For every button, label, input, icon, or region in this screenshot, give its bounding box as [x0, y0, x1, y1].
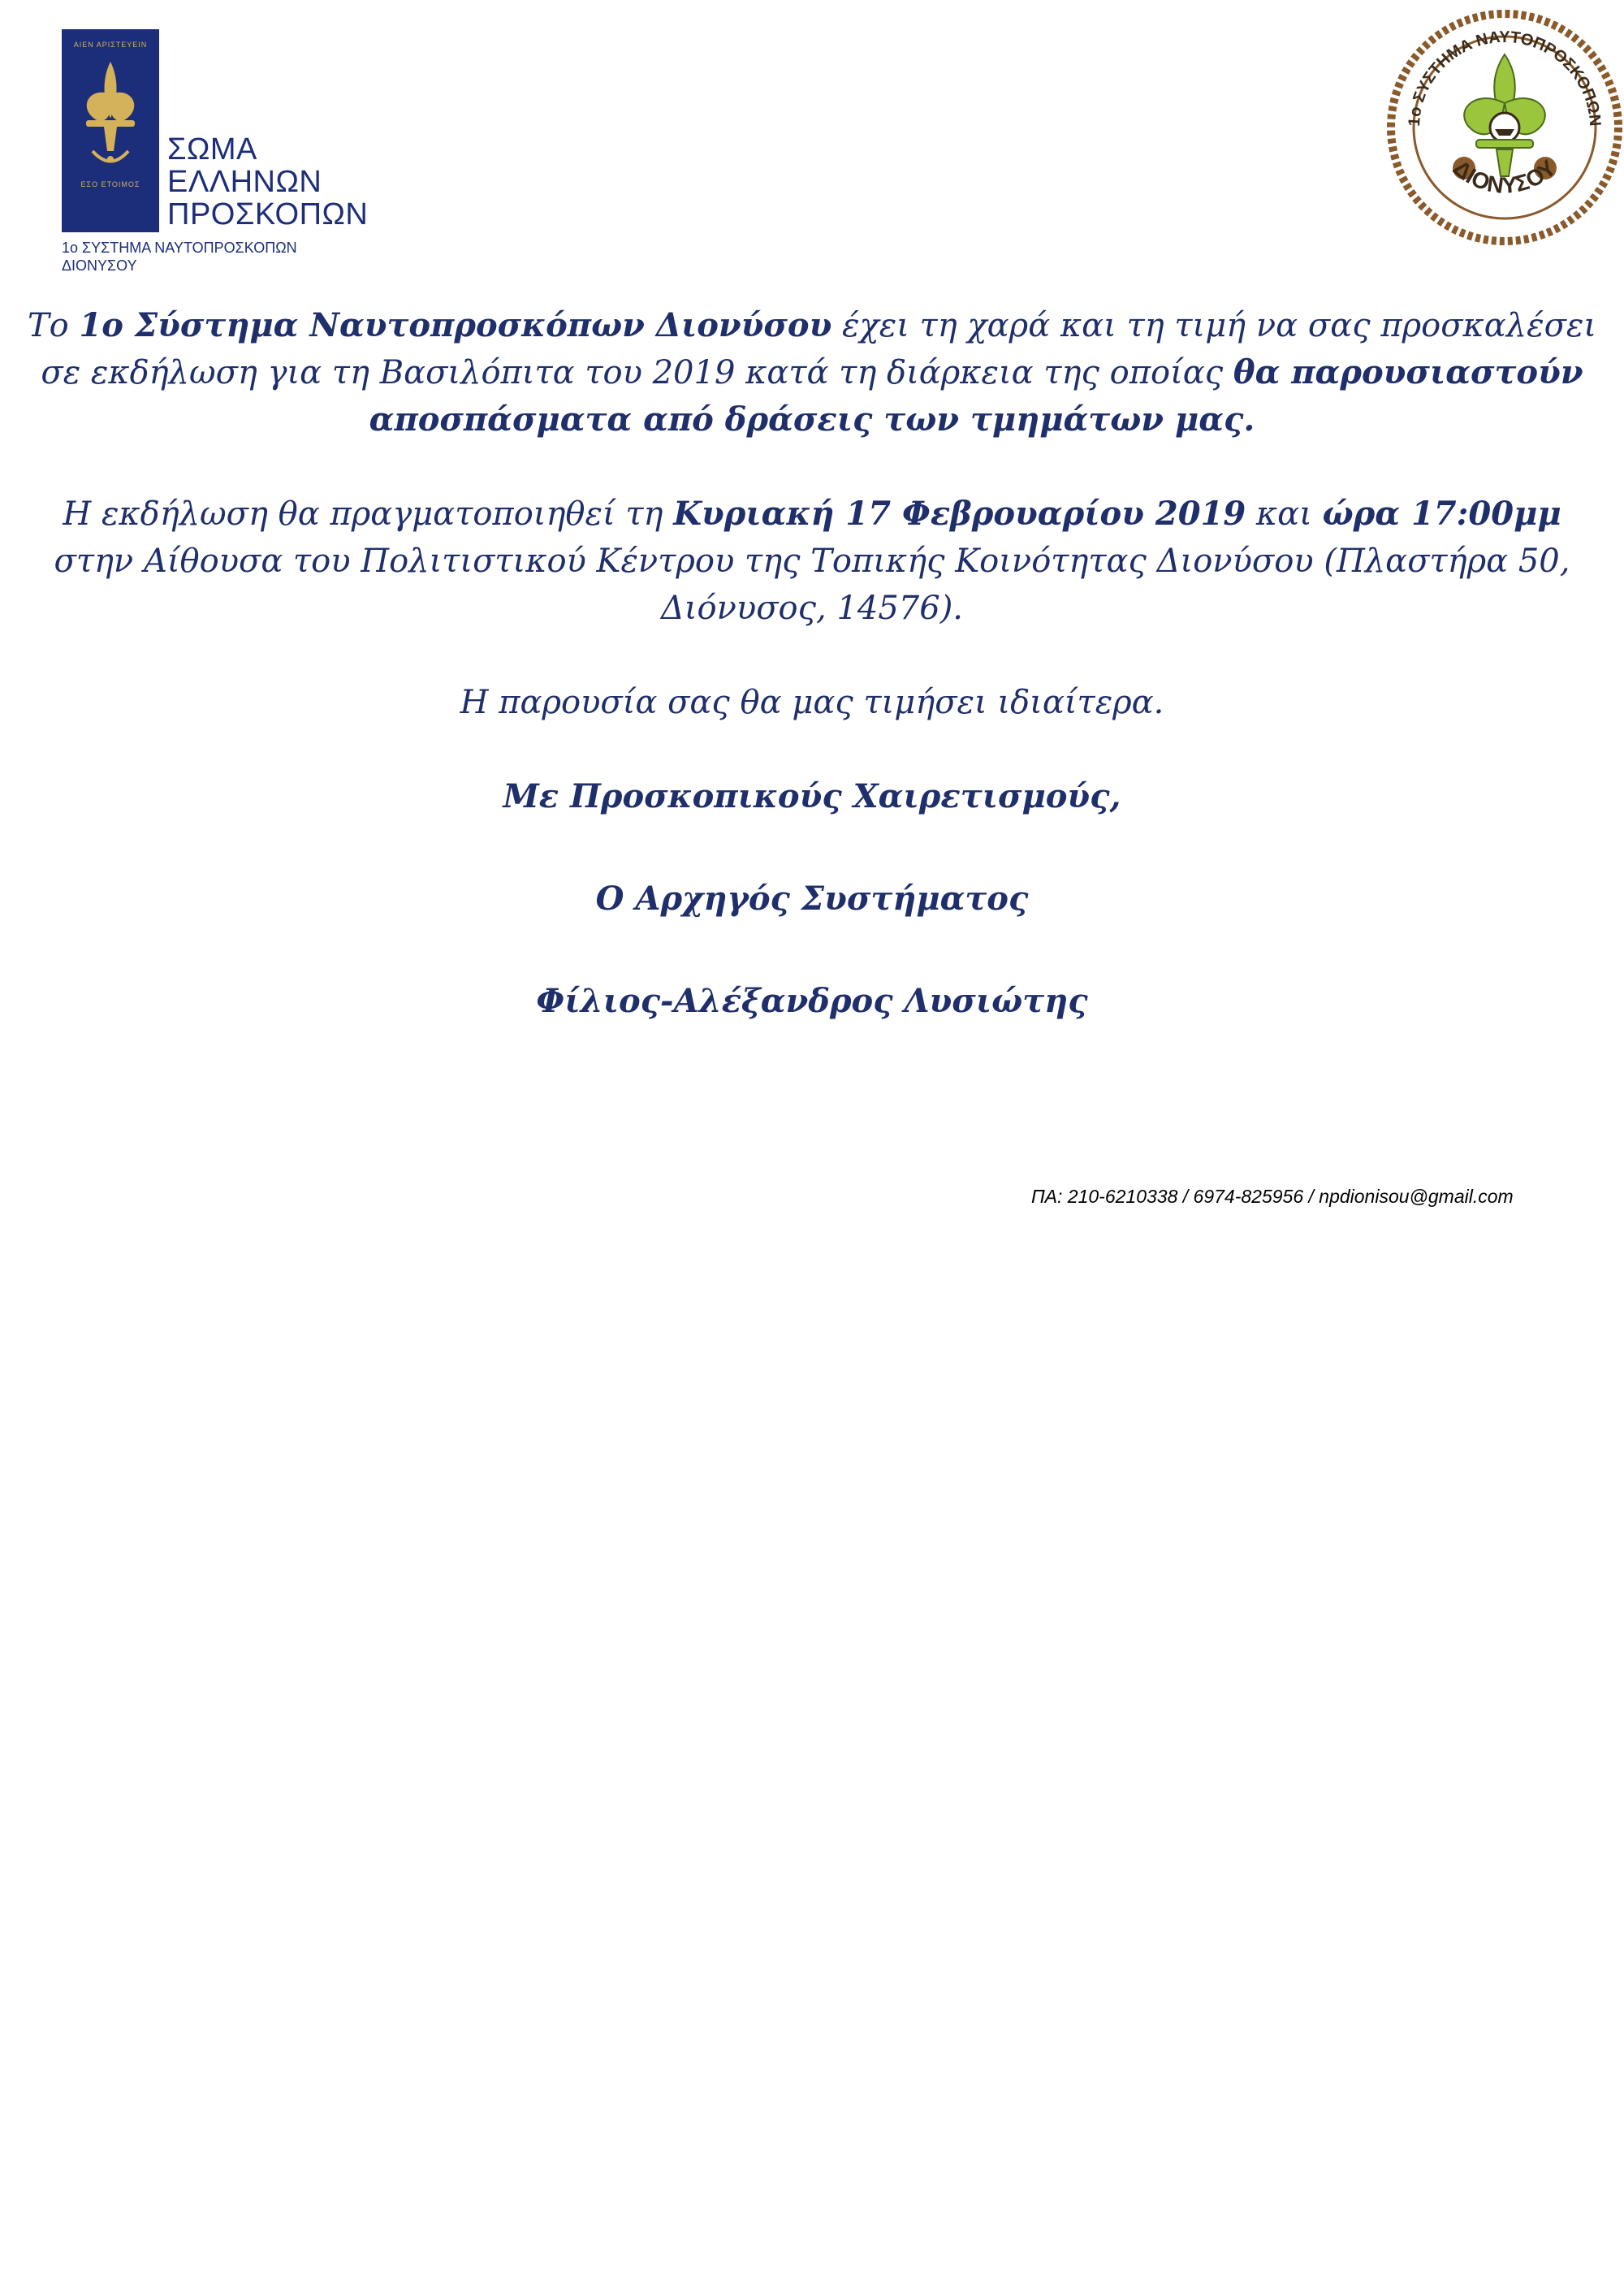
highlight-text: θα παρουσιαστούν αποσπάσματα από δράσεις των τμημάτων μας. — [369, 353, 1583, 439]
scouts-logo — [62, 29, 387, 275]
logo-caption — [62, 239, 387, 275]
system-name: 1ο Σύστημα Ναυτοπροσκόπων Διονύσου — [79, 306, 832, 344]
event-date: Κυριακή 17 Φεβρουαρίου 2019 — [673, 495, 1246, 533]
sea-scouts-badge — [1387, 10, 1622, 245]
contact-line: ΠΑ: 210-6210338 / 6974-825956 / npdionisou@gmail.com — [1031, 1186, 1514, 1207]
logo-motto-top: ΑΙΕΝ ΑΡΙΣΤΕΥΕΙΝ — [73, 41, 148, 49]
org-line: ΣΩΜΑ — [167, 132, 257, 166]
badge-emblem-icon — [1387, 10, 1622, 245]
caption-line: 1ο ΣΥΣΤΗΜΑ ΝΑΥΤΟΠΡΟΣΚΟΠΩΝ — [62, 240, 297, 256]
invitation-paragraph-2 — [24, 491, 1600, 632]
logo-blue-panel — [62, 29, 159, 232]
text-run: στην Αίθουσα του Πολιτιστικού Κέντρου της Τοπικής Κοινότητας Διονύσου (Πλαστήρα 50, Διόνυσος, 14576). — [54, 543, 1570, 627]
event-time: ώρα 17:00μμ — [1322, 495, 1561, 533]
org-line: ΕΛΛΗΝΩΝ — [167, 165, 322, 199]
badge-ring-top: 1ο ΣΥΣΤΗΜΑ ΝΑΥΤΟΠΡΟΣΚΟΠΩΝ — [1405, 28, 1605, 128]
org-line: ΠΡΟΣΚΟΠΩΝ — [167, 197, 369, 231]
text-run: έχει τη χαρά και τη τιμή να σας προσκαλέσει σε εκδήλωση για τη Βασιλόπιτα του 2019 κατά τη διάρκεια της οποίας — [41, 307, 1597, 391]
invitation-paragraph-1 — [24, 302, 1600, 443]
invitation-paragraph-3: Η παρουσία σας θα μας τιμήσει ιδιαίτερα. — [460, 684, 1164, 721]
text-run: Το — [27, 307, 80, 344]
signer-title: Ο Αρχηγός Συστήματος — [595, 880, 1029, 918]
badge-ring-bottom: ΔΙΟΝΥΣΟΥ — [1448, 154, 1561, 198]
logo-motto-bottom: ΕΣΟ ΕΤΟΙΜΟΣ — [80, 180, 140, 188]
fleur-de-lis-emblem-icon — [62, 29, 159, 232]
closing-greeting: Με Προσκοπικούς Χαιρετισμούς, — [503, 777, 1121, 815]
invitation-body — [24, 302, 1600, 1025]
signer-name: Φίλιος-Αλέξανδρος Λυσιώτης — [536, 982, 1088, 1020]
caption-line: ΔΙΟΝΥΣΟΥ — [62, 257, 137, 274]
logo-org-name — [167, 133, 368, 231]
text-run: Η εκδήλωση θα πραγματοποιηθεί τη — [63, 495, 674, 533]
text-run: και — [1246, 495, 1323, 533]
